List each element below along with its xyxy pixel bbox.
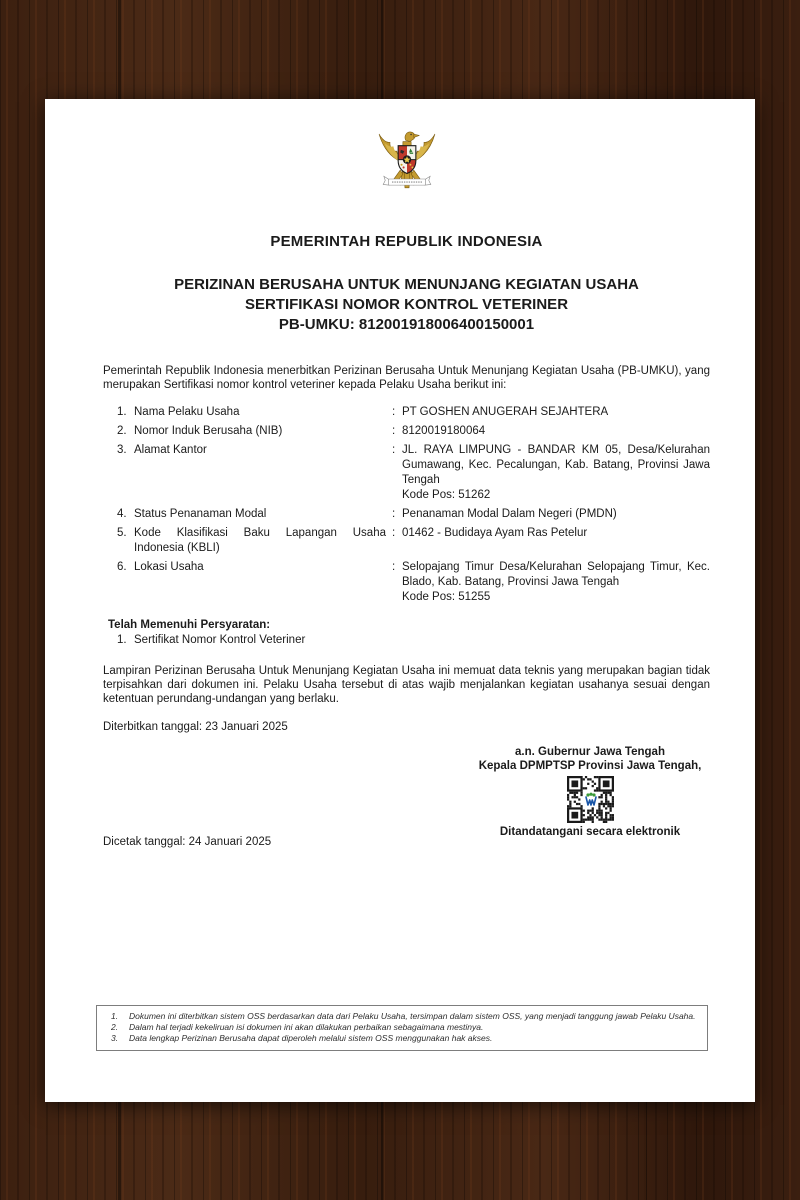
field-row-alamat-kantor xyxy=(103,443,710,503)
requirements-heading: Telah Memenuhi Persyaratan: xyxy=(108,619,271,631)
issued-date: Diterbitkan tanggal: 23 Januari 2025 xyxy=(103,721,288,733)
electronic-signature-note: Ditandatangani secara elektronik xyxy=(499,826,681,838)
field-postal-code: Kode Pos: 51255 xyxy=(402,591,491,603)
field-label: Status Penanaman Modal xyxy=(134,508,267,520)
footnotes-box xyxy=(96,1005,708,1051)
intro-paragraph: Pemerintah Republik Indonesia menerbitkan Perizinan Berusaha Untuk Menunjang Kegiatan Usaha (PB-UMKU), yang merupakan Sertifikasi nomor kontrol veteriner kepada Pelaku Usaha berikut ini: xyxy=(103,365,710,391)
field-value: Penanaman Modal Dalam Negeri (PMDN) xyxy=(402,508,617,520)
signatory-title: Kepala DPMPTSP Provinsi Jawa Tengah, xyxy=(478,760,702,772)
field-value xyxy=(402,443,710,503)
footnote-3 xyxy=(107,1033,697,1044)
field-row-nama-pelaku-usaha xyxy=(103,405,710,420)
government-title: PEMERINTAH REPUBLIK INDONESIA xyxy=(270,233,543,250)
document-number: PB-UMKU: 812001918006400150001 xyxy=(278,316,535,333)
field-row-lokasi-usaha xyxy=(103,560,710,605)
field-postal-code: Kode Pos: 51262 xyxy=(402,489,491,501)
closing-paragraph: Lampiran Perizinan Berusaha Untuk Menunjang Kegiatan Usaha ini memuat data teknis yang merupakan bagian tidak terpisahkan dari dokumen ini. Pelaku Usaha tersebut di atas wajib menjalankan kegiatan usahanya sesuai dengan ketentuan perundang-undangan yang berlaku. xyxy=(103,665,710,705)
field-colon: : xyxy=(392,561,396,573)
field-label: Nomor Induk Berusaha (NIB) xyxy=(134,425,283,437)
field-number: 4. xyxy=(117,508,127,520)
field-number: 1. xyxy=(117,406,127,418)
field-value: 01462 - Budidaya Ayam Ras Petelur xyxy=(402,527,588,539)
field-number: 6. xyxy=(117,561,127,573)
field-label: Lokasi Usaha xyxy=(134,561,204,573)
field-value-text: Selopajang Timur Desa/Kelurahan Selopajang Timur, Kec. Blado, Kab. Batang, Provinsi Jawa Tengah xyxy=(402,561,710,588)
field-colon: : xyxy=(392,527,396,539)
footnote-text: Dokumen ini diterbitkan sistem OSS berdasarkan data dari Pelaku Usaha, tersimpan dalam sistem OSS, yang menjadi tanggung jawab Pelaku Usaha. xyxy=(129,1011,696,1021)
field-colon: : xyxy=(392,444,396,456)
footnote-text: Data lengkap Perizinan Berusaha dapat diperoleh melalui sistem OSS menggunakan hak akses. xyxy=(129,1033,493,1043)
qr-code-icon xyxy=(567,776,614,823)
signatory-on-behalf: a.n. Gubernur Jawa Tengah xyxy=(515,746,665,758)
field-colon: : xyxy=(392,425,396,437)
field-number: 2. xyxy=(117,425,127,437)
document-title-line1: PERIZINAN BERUSAHA UNTUK MENUNJANG KEGIATAN USAHA xyxy=(174,276,639,293)
document-title-line2: SERTIFIKASI NOMOR KONTROL VETERINER xyxy=(244,296,569,313)
requirement-text: Sertifikat Nomor Kontrol Veteriner xyxy=(134,634,306,646)
field-value: PT GOSHEN ANUGERAH SEJAHTERA xyxy=(402,406,609,418)
printed-date: Dicetak tanggal: 24 Januari 2025 xyxy=(103,836,272,848)
emblem-container xyxy=(103,125,710,199)
footnote-2 xyxy=(107,1022,697,1033)
requirement-item xyxy=(103,633,710,648)
field-colon: : xyxy=(392,406,396,418)
field-row-status-penanaman-modal xyxy=(103,507,710,522)
field-row-kbli xyxy=(103,526,710,556)
footnote-number: 1. xyxy=(111,1011,119,1021)
footnote-number: 3. xyxy=(111,1033,119,1043)
field-row-nib xyxy=(103,424,710,439)
requirement-number: 1. xyxy=(117,634,127,646)
field-colon: : xyxy=(392,508,396,520)
signature-block xyxy=(464,745,716,839)
footnote-number: 2. xyxy=(111,1022,119,1032)
field-value-text: JL. RAYA LIMPUNG - BANDAR KM 05, Desa/Kelurahan Gumawang, Kec. Pecalungan, Kab. Batang, Provinsi Jawa Tengah xyxy=(402,444,710,486)
qr-center-logo-icon xyxy=(584,792,598,807)
field-value: 8120019180064 xyxy=(402,425,486,437)
footnote-1 xyxy=(107,1011,697,1022)
field-label: Alamat Kantor xyxy=(134,444,207,456)
field-label: Nama Pelaku Usaha xyxy=(134,406,240,418)
field-number: 3. xyxy=(117,444,127,456)
field-value xyxy=(402,560,710,605)
garuda-pancasila-icon xyxy=(373,186,441,203)
business-fields-list xyxy=(103,405,710,605)
field-label: Kode Klasifikasi Baku Lapangan Usaha Indonesia (KBLI) xyxy=(134,527,386,554)
license-document-page xyxy=(45,99,755,1102)
field-number: 5. xyxy=(117,527,127,539)
footnote-text: Dalam hal terjadi kekeliruan isi dokumen ini akan dilakukan perbaikan sebagaimana mestinya. xyxy=(129,1022,484,1032)
document-title xyxy=(103,275,710,335)
